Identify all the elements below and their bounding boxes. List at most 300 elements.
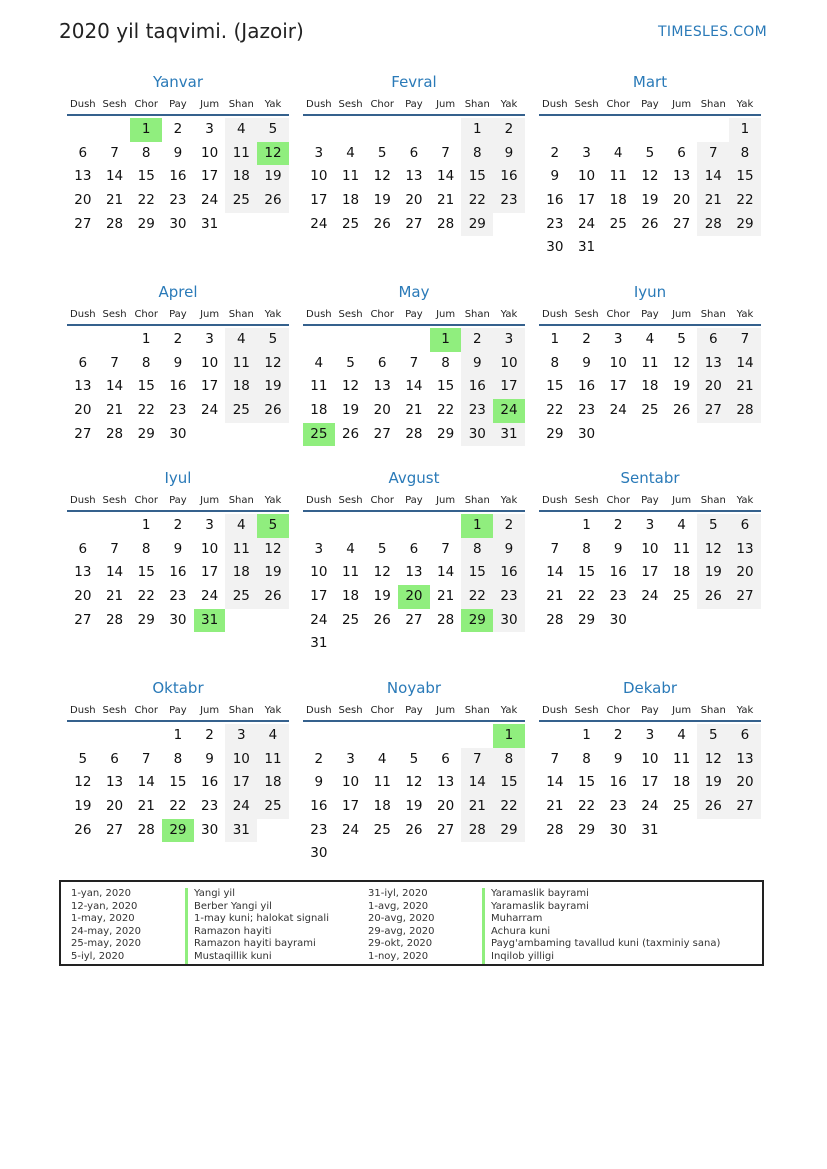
day-cell: 23 bbox=[609, 798, 627, 815]
day-empty bbox=[366, 842, 398, 866]
day-cell: 6 bbox=[110, 750, 119, 767]
day-cell: 13 bbox=[729, 538, 761, 562]
day-cell: 23 bbox=[609, 588, 627, 605]
day-cell: 17 bbox=[641, 774, 659, 791]
weekday-label: Jum bbox=[200, 98, 220, 110]
legend-holiday-name: Inqilob yilligi bbox=[482, 951, 720, 964]
day-empty bbox=[303, 328, 335, 352]
day-cell: 6 bbox=[409, 144, 419, 161]
day-cell: 9 bbox=[314, 774, 324, 791]
day-cell: 24 bbox=[201, 588, 219, 605]
weekday-label: Chor bbox=[370, 98, 394, 110]
legend-holiday-name: Ramazon hayiti bayrami bbox=[185, 938, 329, 951]
day-cell: 28 bbox=[405, 425, 423, 442]
month-avgust bbox=[303, 468, 525, 656]
day-cell: 3 bbox=[314, 540, 324, 557]
day-empty bbox=[99, 118, 131, 142]
day-grid bbox=[303, 724, 525, 866]
weekday-label: Dush bbox=[306, 308, 332, 320]
day-cell-holiday: 1 bbox=[461, 514, 493, 538]
day-cell: 16 bbox=[546, 192, 564, 209]
month-oktabr bbox=[67, 678, 289, 842]
day-grid bbox=[67, 514, 289, 632]
day-cell: 31 bbox=[201, 215, 219, 232]
day-empty bbox=[634, 609, 666, 633]
day-cell: 28 bbox=[437, 611, 455, 628]
weekday-label: Pay bbox=[405, 308, 423, 320]
day-cell: 18 bbox=[673, 564, 691, 581]
month-name: Iyun bbox=[633, 283, 667, 301]
day-empty bbox=[99, 514, 131, 538]
day-cell: 13 bbox=[405, 564, 423, 581]
weekday-label: Jum bbox=[672, 98, 692, 110]
day-cell: 24 bbox=[577, 215, 596, 232]
day-empty bbox=[225, 609, 257, 633]
day-cell: 23 bbox=[201, 798, 219, 815]
weekday-label: Dush bbox=[306, 704, 332, 716]
day-cell: 7 bbox=[409, 354, 419, 371]
day-empty bbox=[493, 632, 525, 656]
day-cell: 15 bbox=[577, 564, 596, 581]
day-empty bbox=[697, 423, 729, 447]
day-cell: 13 bbox=[437, 774, 455, 791]
weekday-header bbox=[67, 94, 289, 116]
day-cell: 10 bbox=[609, 354, 627, 371]
day-cell: 30 bbox=[461, 423, 493, 447]
weekday-label: Dush bbox=[542, 704, 568, 716]
legend-date: 29-okt, 2020 bbox=[368, 938, 433, 950]
day-empty bbox=[461, 842, 493, 866]
day-cell: 23 bbox=[493, 189, 525, 213]
day-empty bbox=[634, 118, 666, 142]
day-cell: 14 bbox=[546, 564, 564, 581]
weekday-header bbox=[539, 490, 761, 512]
day-cell: 25 bbox=[609, 215, 627, 232]
day-cell: 14 bbox=[105, 378, 124, 395]
month-yanvar bbox=[67, 72, 289, 236]
month-fevral bbox=[303, 72, 525, 236]
weekday-label: Sesh bbox=[338, 98, 363, 110]
day-empty bbox=[729, 423, 761, 447]
weekday-label: Shan bbox=[700, 308, 726, 320]
month-name: Avgust bbox=[388, 469, 440, 487]
day-cell: 14 bbox=[546, 774, 564, 791]
weekday-header bbox=[67, 304, 289, 326]
day-cell: 1 bbox=[173, 727, 183, 743]
page-title: 2020 yil taqvimi. (Jazoir) bbox=[59, 19, 304, 43]
day-cell: 1 bbox=[461, 118, 493, 142]
day-empty bbox=[430, 724, 462, 748]
day-cell: 19 bbox=[641, 192, 659, 209]
day-cell: 31 bbox=[577, 239, 596, 256]
day-cell: 13 bbox=[373, 378, 391, 395]
day-cell: 20 bbox=[74, 402, 92, 419]
day-empty bbox=[67, 328, 99, 352]
day-cell: 24 bbox=[609, 402, 627, 419]
weekday-label: Pay bbox=[169, 494, 187, 506]
day-cell: 10 bbox=[310, 168, 328, 185]
day-cell: 7 bbox=[441, 144, 450, 161]
day-cell: 18 bbox=[641, 378, 659, 395]
weekday-label: Jum bbox=[200, 494, 220, 506]
day-cell: 5 bbox=[677, 331, 686, 347]
day-empty bbox=[398, 514, 430, 538]
legend-dates-left bbox=[71, 888, 141, 964]
day-cell: 25 bbox=[341, 611, 360, 628]
weekday-label: Sesh bbox=[102, 494, 127, 506]
legend-holiday-name: Achura kuni bbox=[482, 926, 720, 939]
day-cell: 23 bbox=[546, 215, 564, 232]
day-cell: 20 bbox=[74, 192, 92, 209]
weekday-label: Chor bbox=[606, 494, 630, 506]
day-cell: 4 bbox=[314, 354, 324, 371]
day-cell: 26 bbox=[74, 821, 92, 838]
day-empty bbox=[335, 328, 367, 352]
day-grid bbox=[303, 514, 525, 656]
day-cell: 1 bbox=[582, 727, 591, 743]
day-cell: 22 bbox=[577, 588, 596, 605]
day-empty bbox=[335, 118, 367, 142]
day-cell: 31 bbox=[641, 821, 659, 838]
weekday-label: Shan bbox=[228, 704, 254, 716]
day-cell: 1 bbox=[141, 331, 151, 347]
day-empty bbox=[67, 514, 99, 538]
day-cell: 17 bbox=[201, 564, 219, 581]
day-empty bbox=[366, 514, 398, 538]
day-cell: 13 bbox=[74, 564, 92, 581]
legend-names-left bbox=[185, 888, 329, 964]
day-cell: 30 bbox=[577, 425, 596, 442]
weekday-header bbox=[539, 700, 761, 722]
day-cell: 2 bbox=[613, 727, 623, 743]
day-cell: 30 bbox=[201, 821, 219, 838]
day-cell: 5 bbox=[257, 118, 289, 142]
day-cell: 25 bbox=[673, 798, 691, 815]
weekday-label: Pay bbox=[641, 704, 659, 716]
day-empty bbox=[303, 724, 335, 748]
day-empty bbox=[729, 819, 761, 843]
day-cell: 6 bbox=[78, 540, 88, 557]
day-cell-holiday: 24 bbox=[493, 399, 525, 423]
day-empty bbox=[430, 118, 462, 142]
day-cell: 9 bbox=[493, 142, 525, 166]
legend-date: 12-yan, 2020 bbox=[71, 900, 138, 912]
day-cell: 25 bbox=[225, 189, 257, 213]
day-cell: 28 bbox=[105, 425, 124, 442]
weekday-label: Sesh bbox=[574, 308, 599, 320]
day-cell: 17 bbox=[641, 564, 659, 581]
legend-date: 1-yan, 2020 bbox=[71, 888, 131, 899]
day-cell: 14 bbox=[437, 564, 455, 581]
day-cell: 7 bbox=[110, 540, 119, 557]
day-cell: 9 bbox=[613, 540, 623, 557]
day-cell: 24 bbox=[341, 821, 360, 838]
day-cell: 23 bbox=[310, 821, 328, 838]
weekday-label: Pay bbox=[641, 494, 659, 506]
day-cell: 4 bbox=[645, 331, 655, 347]
day-cell: 2 bbox=[205, 727, 214, 743]
day-cell: 8 bbox=[493, 748, 525, 772]
day-cell: 25 bbox=[225, 399, 257, 423]
brand-link[interactable]: TIMESLES.COM bbox=[658, 24, 767, 40]
day-cell: 17 bbox=[310, 588, 328, 605]
weekday-label: Shan bbox=[464, 704, 490, 716]
day-empty bbox=[335, 514, 367, 538]
day-empty bbox=[99, 328, 131, 352]
legend-dates-right bbox=[368, 888, 435, 964]
day-cell: 30 bbox=[169, 425, 187, 442]
day-cell: 24 bbox=[641, 588, 659, 605]
weekday-header bbox=[539, 94, 761, 116]
day-cell: 28 bbox=[137, 821, 155, 838]
day-empty bbox=[697, 236, 729, 260]
legend-date: 20-avg, 2020 bbox=[368, 913, 435, 925]
day-cell: 10 bbox=[341, 774, 360, 791]
day-empty bbox=[666, 423, 698, 447]
day-cell: 24 bbox=[641, 798, 659, 815]
weekday-label: Shan bbox=[228, 98, 254, 110]
day-cell: 22 bbox=[437, 402, 455, 419]
day-cell: 23 bbox=[493, 585, 525, 609]
weekday-label: Yak bbox=[264, 308, 282, 320]
day-empty bbox=[398, 632, 430, 656]
day-empty bbox=[194, 423, 226, 447]
day-cell: 16 bbox=[169, 168, 187, 185]
month-name: Fevral bbox=[391, 73, 437, 91]
day-cell: 21 bbox=[546, 798, 564, 815]
weekday-label: Chor bbox=[370, 704, 394, 716]
legend-holiday-name: Ramazon hayiti bbox=[185, 926, 329, 939]
day-cell: 7 bbox=[110, 144, 119, 161]
day-cell: 9 bbox=[205, 750, 214, 767]
day-cell: 26 bbox=[673, 402, 691, 419]
day-cell: 2 bbox=[173, 331, 183, 347]
day-cell: 5 bbox=[645, 144, 655, 161]
weekday-label: Chor bbox=[606, 98, 630, 110]
day-cell: 25 bbox=[257, 795, 289, 819]
day-cell: 9 bbox=[173, 540, 183, 557]
day-empty bbox=[539, 514, 571, 538]
day-cell: 18 bbox=[609, 192, 627, 209]
day-empty bbox=[493, 842, 525, 866]
weekday-label: Jum bbox=[436, 98, 456, 110]
day-cell: 16 bbox=[310, 798, 328, 815]
day-cell-holiday: 1 bbox=[130, 118, 162, 142]
day-cell: 22 bbox=[461, 189, 493, 213]
weekday-label: Shan bbox=[228, 308, 254, 320]
day-cell: 26 bbox=[257, 585, 289, 609]
weekday-label: Dush bbox=[542, 98, 568, 110]
day-empty bbox=[602, 236, 634, 260]
day-cell: 2 bbox=[493, 514, 525, 538]
day-cell: 29 bbox=[577, 611, 596, 628]
weekday-header bbox=[303, 94, 525, 116]
day-cell: 13 bbox=[74, 378, 92, 395]
weekday-label: Shan bbox=[700, 494, 726, 506]
day-empty bbox=[303, 514, 335, 538]
day-cell-holiday: 20 bbox=[398, 585, 430, 609]
day-empty bbox=[257, 213, 289, 237]
day-cell: 15 bbox=[461, 165, 493, 189]
day-cell: 4 bbox=[225, 328, 257, 352]
day-cell: 5 bbox=[409, 750, 419, 767]
weekday-label: Chor bbox=[134, 704, 158, 716]
day-cell: 29 bbox=[493, 819, 525, 843]
day-empty bbox=[697, 819, 729, 843]
day-grid bbox=[539, 724, 761, 842]
legend-date: 24-may, 2020 bbox=[71, 925, 141, 937]
day-empty bbox=[666, 819, 698, 843]
day-cell: 7 bbox=[141, 750, 151, 767]
day-cell: 3 bbox=[493, 328, 525, 352]
day-empty bbox=[335, 724, 367, 748]
day-cell: 4 bbox=[225, 118, 257, 142]
day-cell: 17 bbox=[225, 771, 257, 795]
day-cell: 21 bbox=[137, 798, 155, 815]
day-empty bbox=[666, 118, 698, 142]
weekday-label: Yak bbox=[500, 704, 518, 716]
day-empty bbox=[571, 118, 603, 142]
day-cell: 19 bbox=[373, 192, 391, 209]
weekday-header bbox=[539, 304, 761, 326]
day-cell: 27 bbox=[729, 585, 761, 609]
day-cell: 13 bbox=[74, 168, 92, 185]
weekday-header bbox=[67, 700, 289, 722]
weekday-label: Shan bbox=[700, 98, 726, 110]
month-iyul bbox=[67, 468, 289, 632]
month-name: Noyabr bbox=[386, 679, 442, 697]
day-cell: 18 bbox=[225, 165, 257, 189]
day-cell: 19 bbox=[74, 798, 92, 815]
legend-holiday-name: 1-may kuni; halokat signali bbox=[185, 913, 329, 926]
day-cell: 12 bbox=[697, 538, 729, 562]
day-cell: 11 bbox=[341, 564, 360, 581]
day-cell: 26 bbox=[697, 795, 729, 819]
day-cell: 11 bbox=[609, 168, 627, 185]
day-empty bbox=[398, 118, 430, 142]
day-cell: 18 bbox=[225, 561, 257, 585]
day-cell: 10 bbox=[641, 750, 659, 767]
day-cell: 16 bbox=[493, 561, 525, 585]
day-empty bbox=[225, 213, 257, 237]
day-cell: 14 bbox=[461, 771, 493, 795]
day-cell-holiday: 1 bbox=[493, 724, 525, 748]
day-cell: 3 bbox=[645, 727, 655, 743]
weekday-label: Pay bbox=[169, 308, 187, 320]
legend-holiday-name: Mustaqillik kuni bbox=[185, 951, 329, 964]
day-cell: 1 bbox=[729, 118, 761, 142]
day-cell: 27 bbox=[729, 795, 761, 819]
day-cell: 8 bbox=[141, 144, 151, 161]
weekday-label: Jum bbox=[672, 308, 692, 320]
day-cell: 19 bbox=[673, 378, 691, 395]
day-grid bbox=[539, 328, 761, 446]
day-cell-holiday: 31 bbox=[194, 609, 226, 633]
day-cell: 23 bbox=[169, 192, 187, 209]
month-sentabr bbox=[539, 468, 761, 632]
day-empty bbox=[539, 118, 571, 142]
day-cell: 26 bbox=[257, 399, 289, 423]
legend-holiday-name: Muharram bbox=[482, 913, 720, 926]
day-cell: 22 bbox=[461, 585, 493, 609]
day-cell: 26 bbox=[373, 215, 391, 232]
legend-holiday-name: Yaramaslik bayrami bbox=[482, 888, 720, 901]
day-cell: 21 bbox=[105, 192, 124, 209]
day-cell: 21 bbox=[697, 189, 729, 213]
weekday-label: Jum bbox=[436, 308, 456, 320]
day-cell: 12 bbox=[697, 748, 729, 772]
day-cell: 11 bbox=[225, 142, 257, 166]
weekday-label: Dush bbox=[542, 308, 568, 320]
day-empty bbox=[257, 819, 289, 843]
day-empty bbox=[130, 724, 162, 748]
month-mart bbox=[539, 72, 761, 260]
day-cell: 10 bbox=[201, 540, 219, 557]
day-cell: 3 bbox=[225, 724, 257, 748]
day-cell: 15 bbox=[546, 378, 564, 395]
day-cell: 2 bbox=[173, 517, 183, 533]
day-cell: 16 bbox=[201, 774, 219, 791]
day-cell: 22 bbox=[137, 192, 155, 209]
weekday-label: Chor bbox=[134, 494, 158, 506]
day-empty bbox=[430, 514, 462, 538]
day-cell: 21 bbox=[729, 375, 761, 399]
day-cell: 31 bbox=[493, 423, 525, 447]
day-empty bbox=[67, 118, 99, 142]
day-cell-holiday: 29 bbox=[461, 609, 493, 633]
weekday-label: Sesh bbox=[102, 98, 127, 110]
day-cell: 29 bbox=[461, 213, 493, 237]
day-cell: 28 bbox=[437, 215, 455, 232]
day-cell: 3 bbox=[314, 144, 324, 161]
day-cell: 15 bbox=[137, 168, 155, 185]
day-cell: 8 bbox=[582, 750, 591, 767]
month-may bbox=[303, 282, 525, 446]
day-cell: 27 bbox=[74, 425, 92, 442]
day-cell: 27 bbox=[697, 399, 729, 423]
day-empty bbox=[666, 236, 698, 260]
day-empty bbox=[602, 423, 634, 447]
day-empty bbox=[257, 423, 289, 447]
day-grid bbox=[303, 118, 525, 236]
weekday-label: Dush bbox=[306, 98, 332, 110]
day-cell: 27 bbox=[373, 425, 391, 442]
day-cell: 17 bbox=[201, 378, 219, 395]
day-cell: 19 bbox=[373, 588, 391, 605]
day-cell-holiday: 29 bbox=[162, 819, 194, 843]
day-cell: 3 bbox=[205, 331, 214, 347]
month-name: Sentabr bbox=[620, 469, 680, 487]
day-empty bbox=[398, 328, 430, 352]
day-cell: 29 bbox=[137, 425, 155, 442]
day-cell: 23 bbox=[169, 588, 187, 605]
day-empty bbox=[461, 724, 493, 748]
day-cell: 25 bbox=[225, 585, 257, 609]
weekday-label: Chor bbox=[606, 308, 630, 320]
month-name: Iyul bbox=[164, 469, 192, 487]
day-empty bbox=[398, 724, 430, 748]
day-cell: 21 bbox=[461, 795, 493, 819]
month-name: May bbox=[398, 283, 430, 301]
day-empty bbox=[303, 118, 335, 142]
weekday-label: Yak bbox=[500, 494, 518, 506]
day-cell: 16 bbox=[609, 774, 627, 791]
day-empty bbox=[666, 609, 698, 633]
day-empty bbox=[398, 842, 430, 866]
day-cell: 16 bbox=[169, 378, 187, 395]
day-cell: 26 bbox=[257, 189, 289, 213]
day-cell: 21 bbox=[405, 402, 423, 419]
